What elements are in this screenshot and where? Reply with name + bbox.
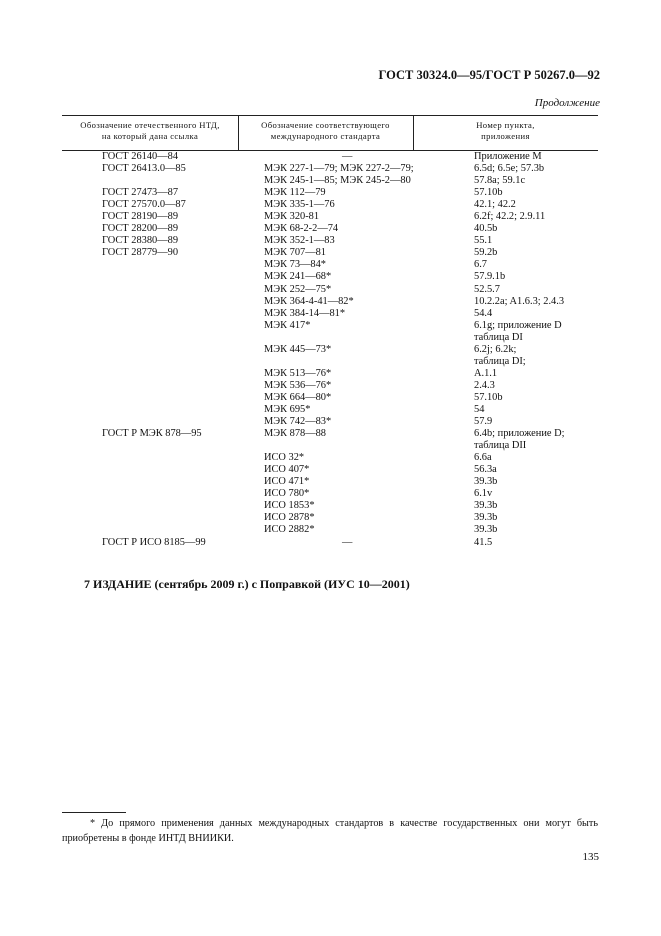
international-standard-cell: — [342,536,353,548]
table-row [0,416,661,428]
column-header-line: на который дана ссылка [101,131,199,141]
reference-table-body [0,151,661,549]
table-row [0,512,661,524]
clause-cell: 6.7 [474,259,487,271]
clause-cell: 59.2b [474,247,498,259]
table-row [0,308,661,320]
clause-cell: 6.1g; приложение D [474,319,562,331]
clause-cell: 39.3b [474,500,498,512]
national-standard-cell: ГОСТ 26413.0—85 [102,163,186,175]
column-header-line: приложения [481,131,530,141]
international-standard-cell: МЭК 112—79 [264,187,326,199]
clause-cell: 56.3a [474,464,497,476]
international-standard-cell: ИСО 1853* [264,500,315,512]
clause-cell: 39.3b [474,476,498,488]
clause-cell: 39.3b [474,512,498,524]
international-standard-cell: МЭК 536—76* [264,379,332,391]
clause-cell: A.1.1 [474,367,498,379]
table-row [0,284,661,296]
international-standard-cell: МЭК 513—76* [264,367,332,379]
table-row [0,332,661,344]
international-standard-cell: МЭК 245-1—85; МЭК 245-2—80 [264,175,411,187]
clause-cell: 55.1 [474,235,493,247]
clause-cell: 6.2f; 42.2; 2.9.11 [474,211,546,223]
clause-cell: 6.1v [474,488,493,500]
international-standard-cell: МЭК 695* [264,403,311,415]
national-standard-cell: ГОСТ 28779—90 [102,247,179,259]
clause-cell: 6.2j; 6.2k; [474,343,517,355]
table-row [0,259,661,271]
continuation-label: Продолжение [534,97,600,109]
column-header-national-standard [62,120,238,142]
clause-cell: 52.5.7 [474,283,500,295]
international-standard-cell: МЭК 664—80* [264,391,332,403]
international-standard-cell: ИСО 407* [264,464,310,476]
column-header-line: международного стандарта [270,131,381,141]
clause-cell: таблица DI; [474,355,526,367]
clause-cell: 57.8a; 59.1c [474,175,526,187]
document-header: ГОСТ 30324.0—95/ГОСТ Р 50267.0—92 [378,68,600,82]
international-standard-cell: ИСО 2878* [264,512,315,524]
table-row [0,199,661,211]
table-row [0,524,661,536]
national-standard-cell: ГОСТ Р ИСО 8185—99 [102,536,206,548]
clause-cell: 57.9.1b [474,271,506,283]
table-row [0,296,661,308]
table-row [0,440,661,452]
column-header-international-standard [238,120,413,142]
clause-cell: 2.4.3 [474,379,495,391]
column-header-line: Обозначение соответствующего [261,120,390,130]
national-standard-cell: ГОСТ 28380—89 [102,235,179,247]
table-row [0,404,661,416]
national-standard-cell: ГОСТ 28190—89 [102,211,179,223]
clause-cell: 41.5 [474,536,493,548]
table-row [0,368,661,380]
table-row [0,187,661,199]
table-row [0,271,661,283]
international-standard-cell: МЭК 227-1—79; МЭК 227-2—79; [264,163,414,175]
clause-cell: 57.10b [474,391,503,403]
international-standard-cell: МЭК 878—88 [264,428,326,440]
clause-cell: таблица DII [474,440,527,452]
clause-cell: Приложение М [474,151,542,162]
column-header-line: Номер пункта, [476,120,535,130]
clause-cell: 54 [474,403,485,415]
table-top-rule [62,115,598,116]
clause-cell: 57.9 [474,416,493,428]
clause-cell: 57.10b [474,187,503,199]
international-standard-cell: ИСО 471* [264,476,310,488]
clause-cell: 42.1; 42.2 [474,199,516,211]
national-standard-cell: ГОСТ Р МЭК 878—95 [102,428,202,440]
clause-cell: 40.5b [474,223,498,235]
footnote: * До прямого применения данных международных стандартов в качестве государственных они могут быть приобретены в фонде ИНТД ВНИИКИ. [62,818,598,844]
table-row [0,151,661,163]
edition-note: 7 ИЗДАНИЕ (сентябрь 2009 г.) с Поправкой (ИУС 10—2001) [84,577,410,591]
national-standard-cell: ГОСТ 28200—89 [102,223,179,235]
column-header-clause [413,120,598,142]
table-row [0,476,661,488]
page-number: 135 [582,851,599,863]
clause-cell: 6.5d; 6.5e; 57.3b [474,163,545,175]
clause-cell: 6.6a [474,452,492,464]
table-row [0,175,661,187]
international-standard-cell: МЭК 320-81 [264,211,320,223]
international-standard-cell: МЭК 364-4-41—82* [264,295,354,307]
national-standard-cell: ГОСТ 26140—84 [102,151,179,162]
table-row [0,537,661,549]
clause-cell: 39.3b [474,524,498,536]
table-row [0,320,661,332]
international-standard-cell: МЭК 445—73* [264,343,332,355]
table-row [0,428,661,440]
national-standard-cell: ГОСТ 27473—87 [102,187,179,199]
clause-cell: таблица DI [474,331,523,343]
table-row [0,223,661,235]
international-standard-cell: МЭК 742—83* [264,416,332,428]
table-row [0,356,661,368]
clause-cell: 6.4b; приложение D; [474,428,565,440]
table-row [0,452,661,464]
table-row [0,247,661,259]
clause-cell: 54.4 [474,307,493,319]
clause-cell: 10.2.2a; A1.6.3; 2.4.3 [474,295,565,307]
international-standard-cell: МЭК 252—75* [264,283,332,295]
international-standard-cell: МЭК 73—84* [264,259,326,271]
footnote-rule [62,812,126,813]
table-row [0,380,661,392]
international-standard-cell: ИСО 780* [264,488,310,500]
table-row [0,344,661,356]
international-standard-cell: МЭК 335-1—76 [264,199,335,211]
international-standard-cell: ИСО 32* [264,452,305,464]
international-standard-cell: МЭК 707—81 [264,247,326,259]
table-row [0,464,661,476]
international-standard-cell: ИСО 2882* [264,524,315,536]
table-row [0,235,661,247]
column-header-line: Обозначение отечественного НТД, [80,120,220,130]
international-standard-cell: МЭК 384-14—81* [264,307,346,319]
table-row [0,392,661,404]
international-standard-cell: МЭК 241—68* [264,271,332,283]
international-standard-cell: — [342,151,353,162]
table-row [0,163,661,175]
international-standard-cell: МЭК 352-1—83 [264,235,335,247]
table-row [0,500,661,512]
international-standard-cell: МЭК 68-2-2—74 [264,223,339,235]
national-standard-cell: ГОСТ 27570.0—87 [102,199,186,211]
table-row [0,488,661,500]
table-row [0,211,661,223]
international-standard-cell: МЭК 417* [264,319,311,331]
